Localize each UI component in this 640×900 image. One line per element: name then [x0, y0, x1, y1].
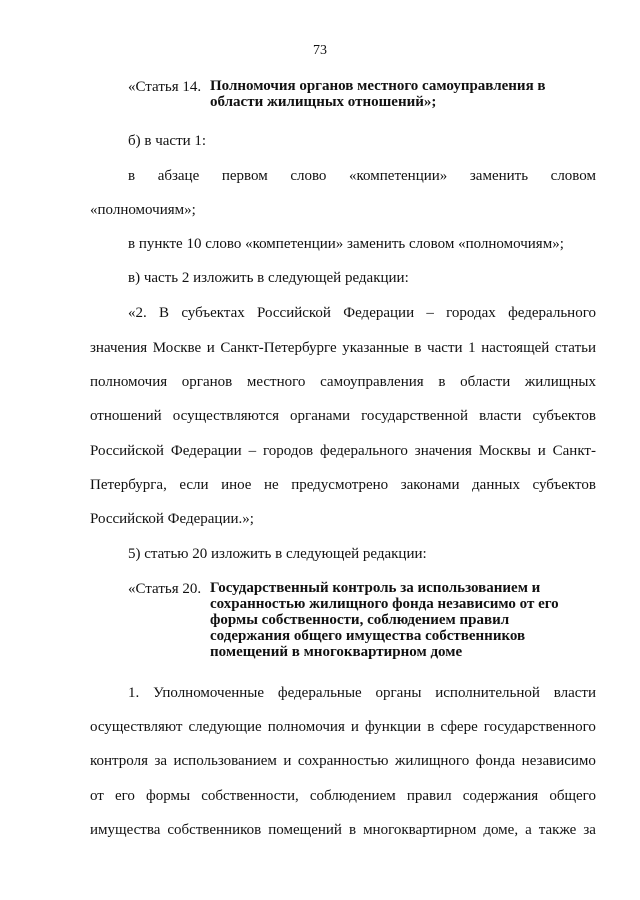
article-14-label: «Статья 14. [128, 79, 202, 95]
word: «компетенции» [349, 168, 448, 184]
word: 1 [468, 340, 476, 356]
word: следующие [188, 719, 262, 735]
article-14-title-line: Полномочия органов местного самоуправления в [210, 78, 546, 94]
word: власти [553, 685, 596, 701]
word: местного [246, 374, 306, 390]
word: помещений [268, 822, 342, 838]
word: значения [90, 340, 148, 356]
word: Петербурга, [90, 477, 167, 493]
word: слово [290, 168, 327, 184]
word: органами [290, 408, 351, 424]
word: имущества [90, 822, 161, 838]
word: сфере [440, 719, 478, 735]
word: в [348, 822, 357, 838]
quote-2-line [90, 373, 596, 391]
word: если [179, 477, 209, 493]
word: жилищного [394, 753, 470, 769]
word: области [460, 374, 511, 390]
word: и [537, 443, 546, 459]
word: правил [406, 788, 452, 804]
word: настоящей [481, 340, 550, 356]
word: в [438, 374, 446, 390]
item-1-line [90, 752, 596, 770]
word: В [159, 305, 170, 321]
word: абзаце [157, 168, 200, 184]
item-1-line [90, 718, 596, 736]
article-20-title-line: Государственный контроль за использованием и [210, 580, 541, 596]
quote-2-line [90, 407, 596, 425]
word: Уполномоченные [153, 685, 265, 701]
word: полномочия [267, 719, 345, 735]
article-20-label: «Статья 20. [128, 581, 202, 597]
word: – [426, 305, 434, 321]
word: словом [550, 168, 596, 184]
word: городах [446, 305, 496, 321]
item-1-line [90, 787, 596, 805]
word: заменить [469, 168, 529, 184]
word: в [128, 168, 136, 184]
word: а [525, 822, 532, 838]
word: городов [263, 443, 314, 459]
word: собственников [167, 822, 262, 838]
word: значения [414, 443, 472, 459]
word: соблюдением [309, 788, 396, 804]
word: и [350, 719, 359, 735]
word: собственности, [201, 788, 299, 804]
word: 1. [128, 685, 140, 701]
word: фонда [475, 753, 516, 769]
word: за [154, 753, 168, 769]
para-b: б) в части 1: [128, 133, 207, 149]
word: его [114, 788, 135, 804]
word: Москве [152, 340, 202, 356]
article-20-title-line: формы собственности, соблюдением правил [210, 612, 510, 628]
article-20-title-line: содержания общего имущества собственников [210, 628, 526, 644]
quote-2-line [128, 304, 596, 322]
article-20-title-line: помещений в многоквартирном доме [210, 644, 463, 660]
page-number: 73 [313, 43, 327, 58]
word: формы [146, 788, 191, 804]
word: субъектах [181, 305, 245, 321]
word: органов [181, 374, 233, 390]
word: Федерации [343, 305, 415, 321]
word: содержания [462, 788, 539, 804]
word: субъектов [532, 477, 596, 493]
word: общего [549, 788, 596, 804]
word: указанные [342, 340, 409, 356]
word: использованием [173, 753, 277, 769]
word: «2. [128, 305, 147, 321]
word: и [206, 340, 215, 356]
word: независимо [521, 753, 596, 769]
word: Федерации [170, 443, 242, 459]
word: данных [472, 477, 520, 493]
word: жилищных [524, 374, 596, 390]
para-5: 5) статью 20 изложить в следующей редакции: [128, 546, 427, 562]
word: иное [221, 477, 252, 493]
word: в [414, 340, 422, 356]
word: – [248, 443, 257, 459]
word: субъектов [532, 408, 596, 424]
word: контроля [90, 753, 148, 769]
word: самоуправления [320, 374, 424, 390]
word: функции [364, 719, 422, 735]
word: части [427, 340, 463, 356]
word: Санкт-Петербурге [220, 340, 337, 356]
word: за [583, 822, 596, 838]
para-abzac-cont: «полномочиям»; [90, 202, 196, 218]
quote-2-line [90, 442, 596, 460]
word: первом [221, 168, 268, 184]
para-abzac-line [128, 167, 596, 185]
quote-2-line [90, 476, 596, 494]
word: законами [400, 477, 460, 493]
word: в [427, 719, 435, 735]
word: государственного [483, 719, 596, 735]
word: многоквартирном [363, 822, 477, 838]
word: Российской [257, 305, 331, 321]
word: не [263, 477, 279, 493]
word: Санкт- [552, 443, 596, 459]
word: осуществляют [90, 719, 183, 735]
word: федерального [319, 443, 408, 459]
word: отношений [90, 408, 162, 424]
para-punkt-10: в пункте 10 слово «компетенции» заменить словом «полномочиям»; [128, 236, 564, 252]
word: доме, [483, 822, 519, 838]
article-14-title [210, 78, 546, 110]
article-14-title-line: области жилищных отношений»; [210, 94, 437, 110]
word: статьи [554, 340, 596, 356]
para-v: в) часть 2 изложить в следующей редакции: [128, 270, 409, 286]
word: федеральные [277, 685, 362, 701]
word: исполнительной [435, 685, 540, 701]
word: государственной [361, 408, 469, 424]
item-1-line [90, 821, 596, 839]
word: Москвы [478, 443, 531, 459]
quote-2-line [90, 339, 596, 357]
quote-2-last-line: Российской Федерации.»; [90, 511, 254, 527]
word: полномочия [90, 374, 168, 390]
word: органы [375, 685, 422, 701]
word: осуществляются [172, 408, 279, 424]
word: предусмотрено [291, 477, 389, 493]
article-20-title [210, 580, 559, 660]
article-20-title-line: сохранностью жилищного фонда независимо от его [210, 596, 559, 612]
word: власти [479, 408, 522, 424]
word: также [538, 822, 577, 838]
word: Российской [90, 443, 164, 459]
word: федерального [508, 305, 596, 321]
word: от [90, 788, 104, 804]
word: и [283, 753, 292, 769]
item-1-line [128, 684, 596, 702]
word: сохранностью [297, 753, 389, 769]
